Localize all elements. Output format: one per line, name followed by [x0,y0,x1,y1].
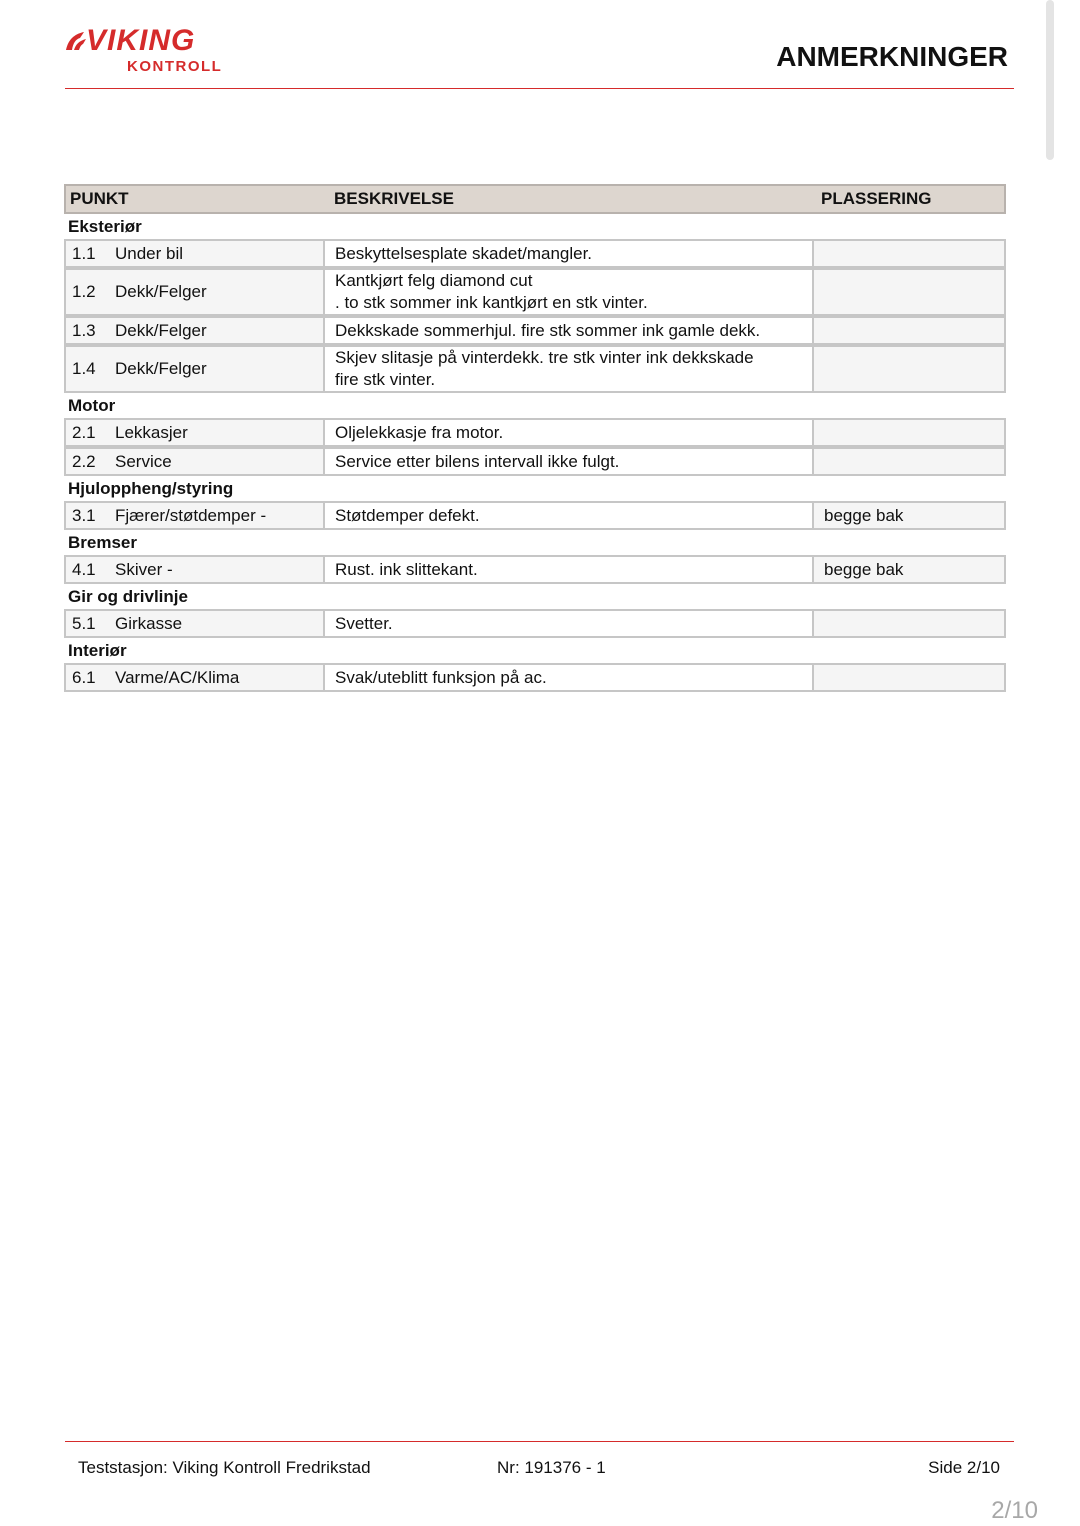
item-number: 3.1 [72,505,96,525]
item-number: 4.1 [72,559,96,579]
table-row [64,447,1006,476]
item-number: 1.3 [72,320,96,340]
remarks-table-body [64,214,1006,692]
plassering-cell [812,316,1006,345]
beskrivelse-line: fire stk vinter. [335,370,436,389]
beskrivelse-line: Kantkjørt felg diamond cut [335,271,533,290]
table-row [64,555,1006,584]
item-punkt: Service [115,451,172,471]
beskrivelse-line: Service etter bilens intervall ikke fulgt. [335,451,620,471]
plassering-cell [812,268,1006,316]
table-row [64,663,1006,692]
plassering-cell [812,345,1006,393]
beskrivelse-line: Skjev slitasje på vinterdekk. tre stk vinter ink dekkskade [335,348,754,367]
beskrivelse-cell [323,663,812,692]
item-punkt: Under bil [115,243,184,263]
item-punkt: Skiver - [115,559,173,579]
item-number: 5.1 [72,613,96,633]
punkt-cell [64,345,323,393]
beskrivelse-line: Oljelekkasje fra motor. [335,422,504,442]
item-punkt: Girkasse [115,613,183,633]
beskrivelse-line: Svetter. [335,613,393,633]
item-number: 1.1 [72,243,96,263]
beskrivelse-cell [323,418,812,447]
logo-main-text: VIKING [86,24,196,57]
header-divider [65,88,1014,89]
beskrivelse-cell [323,268,812,316]
section-title: Interiør [68,641,127,660]
punkt-cell [64,663,323,692]
plassering-cell: begge bak [812,555,1006,584]
table-row [64,418,1006,447]
plassering-cell [812,663,1006,692]
plassering-cell [812,418,1006,447]
table-row [64,316,1006,345]
punkt-cell [64,555,323,584]
section-title: Gir og drivlinje [68,587,188,606]
beskrivelse-line: Beskyttelsesplate skadet/mangler. [335,243,593,263]
section-row [64,530,1006,555]
scrollbar[interactable] [1046,0,1054,160]
beskrivelse-line: . to stk sommer ink kantkjørt en stk vinter. [335,293,648,312]
punkt-cell [64,501,323,530]
item-number: 1.4 [72,359,96,378]
beskrivelse-cell [323,555,812,584]
plassering-cell [812,239,1006,268]
beskrivelse-cell [323,316,812,345]
section-title: Eksteriør [68,217,142,236]
table-row [64,345,1006,393]
item-number: 1.2 [72,282,96,301]
section-row [64,584,1006,609]
footer-divider [65,1441,1014,1442]
column-header-beskrivelse: BESKRIVELSE [323,184,812,214]
beskrivelse-cell [323,609,812,638]
beskrivelse-line: Støtdemper defekt. [335,505,480,525]
section-row [64,393,1006,418]
plassering-cell [812,447,1006,476]
punkt-cell [64,239,323,268]
footer-report-number: Nr: 191376 - 1 [497,1458,606,1477]
table-row [64,609,1006,638]
item-punkt: Dekk/Felger [115,320,207,340]
beskrivelse-cell [323,239,812,268]
item-punkt: Lekkasjer [115,422,188,442]
punkt-cell [64,609,323,638]
beskrivelse-cell [323,345,812,393]
item-punkt: Varme/AC/Klima [115,667,240,687]
page-indicator: 2/10 [991,1497,1038,1524]
section-row [64,214,1006,239]
column-header-plassering: PLASSERING [812,184,1006,214]
table-row [64,268,1006,316]
punkt-cell [64,268,323,316]
section-title: Motor [68,396,116,415]
plassering-cell [812,609,1006,638]
logo-sub-text: KONTROLL [127,58,223,75]
item-punkt: Fjærer/støtdemper - [115,505,267,525]
footer-page-number: Side 2/10 [928,1458,1000,1477]
footer-station: Teststasjon: Viking Kontroll Fredrikstad [78,1458,371,1477]
beskrivelse-line: Rust. ink slittekant. [335,559,478,579]
table-row [64,239,1006,268]
item-number: 2.1 [72,422,96,442]
section-title: Bremser [68,533,137,552]
item-number: 2.2 [72,451,96,471]
page-title: ANMERKNINGER [776,41,1008,72]
item-punkt: Dekk/Felger [115,359,207,378]
table-header-row [64,184,1006,214]
beskrivelse-line: Dekkskade sommerhjul. fire stk sommer ink gamle dekk. [335,320,761,340]
section-row [64,476,1006,501]
viking-logo [64,24,224,78]
punkt-cell [64,316,323,345]
beskrivelse-line: Svak/uteblitt funksjon på ac. [335,667,547,687]
beskrivelse-cell [323,501,812,530]
remarks-table [64,184,1006,692]
beskrivelse-cell [323,447,812,476]
plassering-cell: begge bak [812,501,1006,530]
column-header-punkt: PUNKT [64,184,323,214]
section-row [64,638,1006,663]
punkt-cell [64,418,323,447]
item-punkt: Dekk/Felger [115,282,207,301]
item-number: 6.1 [72,667,96,687]
table-row [64,501,1006,530]
section-title: Hjuloppheng/styring [68,479,234,498]
punkt-cell [64,447,323,476]
